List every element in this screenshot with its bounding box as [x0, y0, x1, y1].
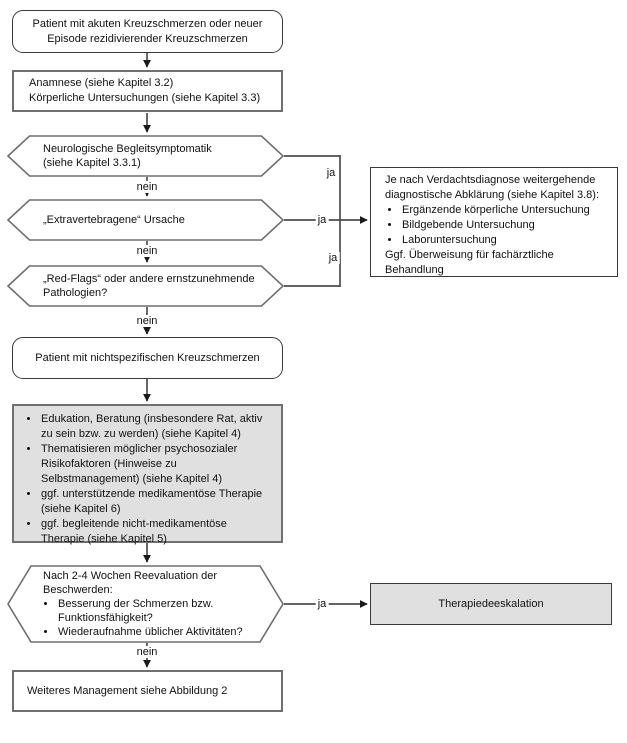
node-redflags-decision	[7, 265, 284, 307]
edge-label-nein-reevaluation: nein	[136, 646, 158, 658]
node-reevaluation-intro: Nach 2-4 Wochen Reevaluation der Beschwerden:	[43, 570, 218, 596]
node-further-management-text	[27, 684, 281, 699]
node-therapy	[12, 404, 283, 543]
node-diagnostics	[370, 167, 618, 277]
edge-label-nein-extravertebral: nein	[136, 245, 158, 257]
node-reevaluation-bullets	[43, 597, 244, 639]
node-start	[12, 10, 283, 53]
node-therapy-bullets	[24, 412, 273, 547]
node-extravertebral-decision	[7, 199, 284, 241]
text-line: (siehe Kapitel 3.3.1)	[43, 157, 141, 169]
text-line: • Edukation, Beratung (insbesondere Rat, aktiv zu sein bzw. zu werden) (siehe Kapitel 4)	[40, 412, 273, 442]
node-diagnostics-bullets	[385, 203, 611, 248]
text-line: Pathologien?	[43, 287, 108, 299]
text-line: • Thematisieren möglicher psychosozialer Risikofaktoren (Hinweise zu Selbstmanagement) (siehe Kapitel 4)	[40, 442, 273, 487]
text-line: Patient mit nichtspezifischen Kreuzschmerzen	[35, 351, 260, 364]
node-further-management	[12, 670, 283, 712]
text-line: Körperliche Untersuchungen (siehe Kapitel 3.3)	[29, 92, 261, 104]
edge-label-nein-redflags: nein	[136, 315, 158, 327]
text-line: • Besserung der Schmerzen bzw. Funktionsfähigkeit?	[57, 597, 244, 625]
text-line: „Red-Flags“ oder andere ernstzunehmende	[43, 273, 255, 285]
edge-label-nein-neuro: nein	[136, 181, 158, 193]
text-line: Episode rezidivierender Kreuzschmerzen	[47, 32, 248, 45]
node-anamnese-text	[29, 76, 281, 106]
text-line: Neurologische Begleitsymptomatik	[43, 143, 212, 155]
edge-label-ja-reevaluation: ja	[317, 598, 327, 610]
node-extravertebral-text	[7, 199, 284, 241]
node-diagnostics-content	[371, 168, 617, 278]
text-line: • Wiederaufnahme üblicher Aktivitäten?	[57, 625, 244, 639]
node-diagnostics-intro: Je nach Verdachtsdiagnose weitergehende diagnostische Abklärung (siehe Kapitel 3.8):	[385, 174, 600, 201]
node-neuro-text	[7, 135, 284, 177]
edge-label-ja-redflags: ja	[328, 252, 338, 264]
text-line: Weiteres Management siehe Abbildung 2	[27, 684, 228, 697]
text-line: • Bildgebende Untersuchung	[401, 218, 611, 233]
node-anamnese	[12, 70, 283, 112]
edge-label-ja-extravertebral: ja	[317, 214, 327, 226]
text-line: „Extravertebragene“ Ursache	[43, 214, 185, 226]
node-diagnostics-outro: Ggf. Überweisung für fachärztliche Behandlung	[385, 249, 554, 276]
node-start-text	[33, 17, 263, 47]
node-deescalation	[370, 583, 612, 625]
text-line: • Laboruntersuchung	[401, 233, 611, 248]
edge-label-ja-neuro: ja	[326, 167, 336, 179]
node-nonspecific-text	[35, 351, 259, 366]
node-neuro-decision	[7, 135, 284, 177]
text-line: • ggf. begleitende nicht-medikamentöse Therapie (siehe Kapitel 5)	[40, 517, 273, 547]
text-line: • Ergänzende körperliche Untersuchung	[401, 203, 611, 218]
node-reevaluation-decision	[7, 565, 284, 643]
text-line: Anamnese (siehe Kapitel 3.2)	[29, 77, 174, 89]
node-deescalation-text: Therapiedeeskalation	[438, 597, 544, 610]
node-redflags-text	[7, 265, 284, 307]
text-line: • ggf. unterstützende medikamentöse Therapie (siehe Kapitel 6)	[40, 487, 273, 517]
text-line: Patient mit akuten Kreuzschmerzen oder neuer	[32, 17, 263, 30]
node-nonspecific	[12, 337, 283, 379]
